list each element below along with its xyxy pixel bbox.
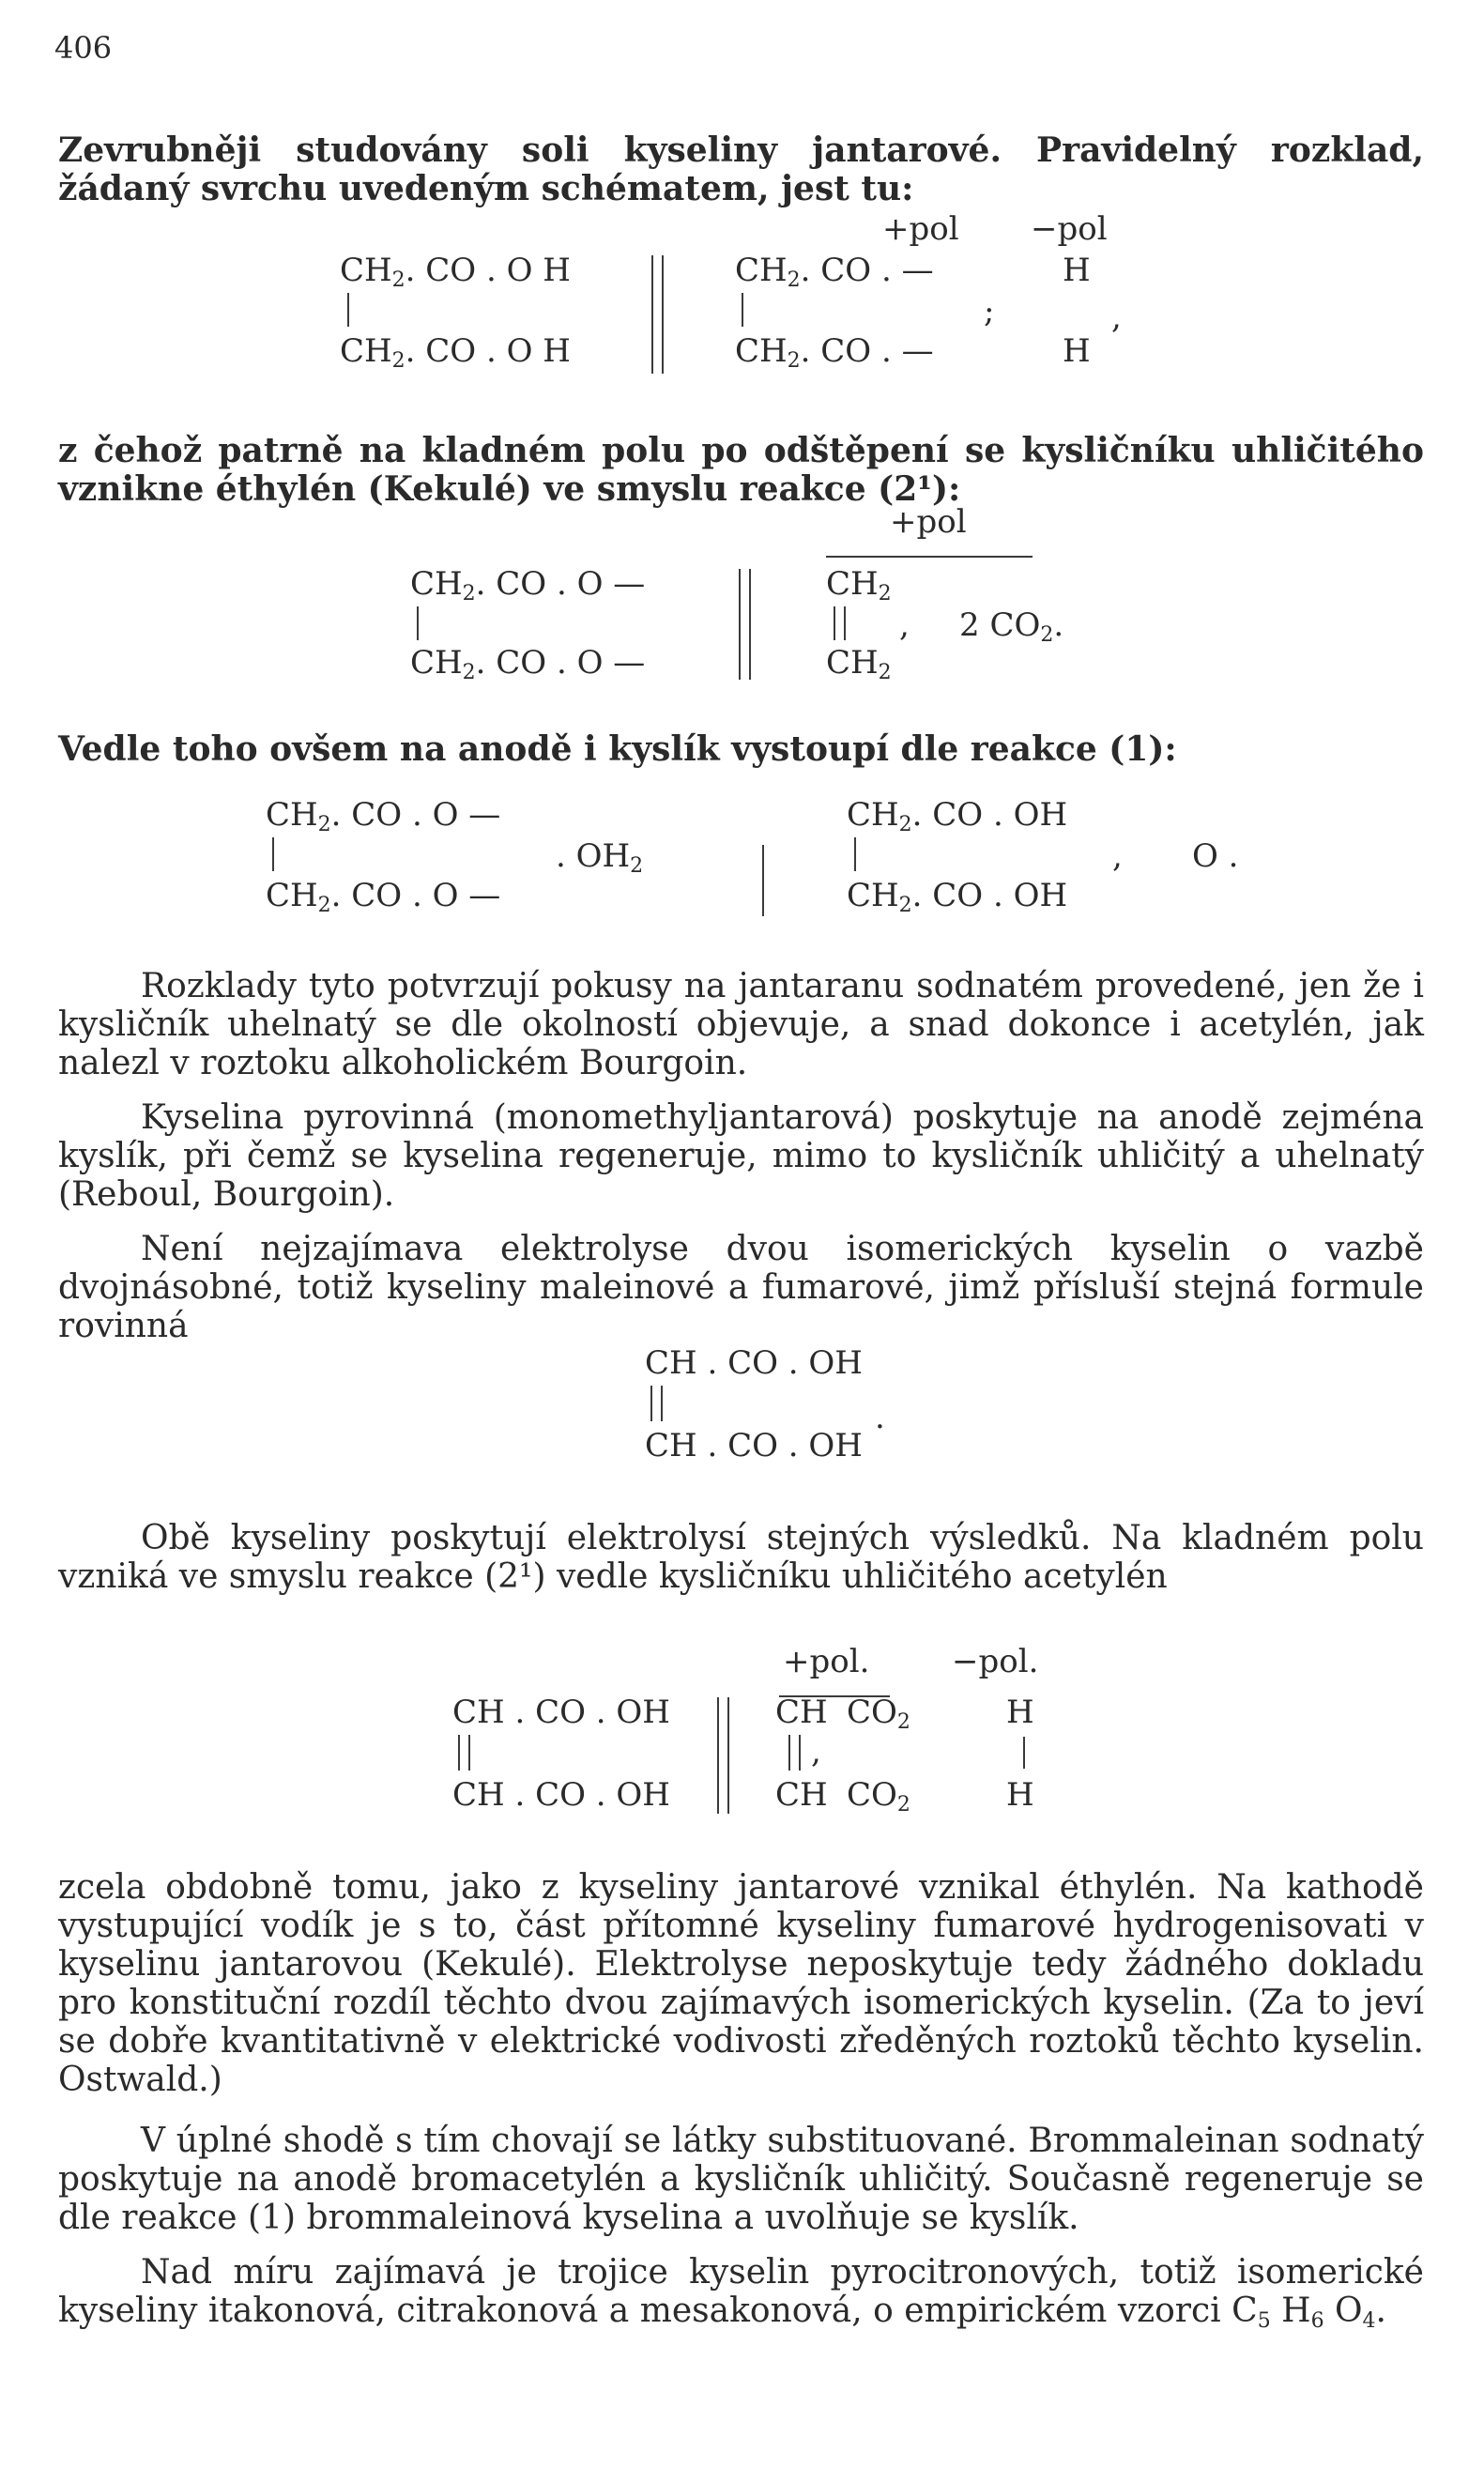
comma: , (1112, 837, 1123, 875)
single-bond-line (1023, 1737, 1025, 1769)
formula-line: CH (775, 1776, 828, 1814)
hydrogen-label: H (1063, 252, 1091, 289)
carbon-dioxide-formula: $CO_2$ (847, 1694, 910, 1734)
double-bond-line (458, 1735, 470, 1771)
comma: , (1111, 299, 1122, 336)
single-bond-line (854, 837, 856, 871)
formula-line: CH (775, 1694, 828, 1731)
hydrogen-label: H (1006, 1694, 1034, 1731)
positive-pole-label: +pol (890, 503, 967, 541)
formula-line: $CH_2$. CO . — (735, 332, 934, 373)
formula-line: $CH_2$. CO . O — (266, 796, 501, 836)
hydrogen-label: H (1006, 1776, 1034, 1814)
positive-pole-label: +pol (882, 210, 959, 248)
paragraph-ethylene: z čehož patrně na kladném polu po odštěpení se kysličníku uhličitého vznikne éthylén (Kekulé) ve smyslu reakce (2¹): (58, 431, 1424, 509)
separator-line (762, 845, 764, 916)
paragraph-isomers: Není nejzajímava elektrolyse dvou isomerických kyselin o vazbě dvojnásobné, totiž kyseliny maleinové a fumarové, jimž přísluší stejná formule rovinná (58, 1230, 1424, 1345)
comma: , (899, 606, 910, 644)
paragraph-oxygen: Vedle toho ovšem na anodě i kyslík vystoupí dle reakce (1): (58, 729, 1177, 769)
formula-line: $CH_2$. CO . O — (410, 644, 646, 684)
paragraph-confirmation: Rozklady tyto potvrzují pokusy na jantaranu sodnatém provedené, jen že i kysličník uhelnatý se dle okolností objevuje, a snad dokonce i acetylén, jak nalezl v roztoku alkoholickém Bourgoin. (58, 967, 1424, 1082)
paragraph-pyrocitric: Nad míru zajímavá je trojice kyselin pyrocitronových, totiž isomerické kyseliny itakonová, citrakonová a mesakonová, o empirickém vzorci $C_5$ $H_6$ $O_4$. (58, 2253, 1424, 2333)
page-number: 406 (54, 30, 113, 66)
formula-line: $CH_2$. CO . — (735, 252, 934, 292)
double-bond-line (650, 1386, 663, 1421)
negative-pole-label: −pol. (952, 1643, 1039, 1680)
separator-double-line (717, 1697, 729, 1814)
empirical-formula: $C_5$ $H_6$ $O_4$. (1232, 2292, 1386, 2333)
formula-line: $CH_2$. CO . O H (340, 252, 571, 292)
formula-line: $CH_2$. CO . O — (410, 565, 646, 606)
separator-double-line (739, 569, 751, 680)
double-bond-line (834, 606, 846, 640)
overline-bracket (826, 556, 1033, 558)
single-bond-line (347, 293, 349, 327)
formula-line: $CH_2$ (826, 565, 892, 606)
formula-line: $CH_2$ (826, 644, 892, 684)
formula-line: CH . CO . OH (645, 1344, 863, 1382)
single-bond-line (272, 837, 274, 871)
separator-double-line (651, 255, 664, 374)
triple-bond-line (788, 1735, 801, 1771)
formula-line: $CH_2$. CO . OH (847, 877, 1068, 917)
paragraph-substituted: V úplné shodě s tím chovají se látky substituované. Brommaleinan sodnatý poskytuje na anodě bromacetylén a kysličník uhličitý. Současně regeneruje se dle reakce (1) brommaleinová kyselina a uvolňuje se kyslík. (58, 2122, 1424, 2237)
formula-line: CH . CO . OH (645, 1427, 863, 1464)
negative-pole-label: −pol (1031, 210, 1108, 248)
period: . (875, 1399, 885, 1436)
formula-line: CH . CO . OH (452, 1694, 670, 1731)
oxygen-label: O . (1192, 837, 1239, 875)
carbon-dioxide-formula: $CO_2$ (847, 1776, 910, 1817)
single-bond-line (742, 293, 743, 327)
hydrogen-label: H (1063, 332, 1091, 370)
carbon-dioxide-formula: 2 $CO_2$. (959, 606, 1064, 647)
paragraph-intro: Zevrubněji studovány soli kyseliny jantarové. Pravidelný rozklad, žádaný svrchu uvedeným schématem, jest tu: (58, 130, 1424, 208)
formula-line: CH . CO . OH (452, 1776, 670, 1814)
formula-line: $CH_2$. CO . O — (266, 877, 501, 917)
semicolon: ; (984, 293, 995, 330)
formula-line: $CH_2$. CO . OH (847, 796, 1068, 836)
paragraph-analogy: zcela obdobně tomu, jako z kyseliny jantarové vznikal éthylén. Na kathodě vystupující vodík je s to, část přítomné kyseliny fumarové hydrogenisovati v kyselinu jantarovou (Kekulé). Elektrolyse neposkytuje tedy žádného dokladu pro konstituční rozdíl těchto dvou zajímavých isomerických kyselin. (Za to jeví se dobře kvantitativně v elektrické vodivosti zředěných roztoků těchto kyselin. Ostwald.) (58, 1868, 1424, 2099)
comma: , (811, 1733, 821, 1771)
water-formula: . $OH_2$ (556, 837, 644, 878)
positive-pole-label: +pol. (783, 1643, 870, 1680)
single-bond-line (417, 606, 419, 640)
formula-line: $CH_2$. CO . O H (340, 332, 571, 373)
paragraph-acetylene: Obě kyseliny poskytují elektrolysí stejných výsledků. Na kladném polu vzniká ve smyslu reakce (2¹) vedle kysličníku uhličitého acetylén (58, 1519, 1424, 1596)
paragraph-pyrotartaric: Kyselina pyrovinná (monomethyljantarová) poskytuje na anodě zejména kyslík, při čemž se kyselina regeneruje, mimo to kysličník uhličitý a uhelnatý (Reboul, Bourgoin). (58, 1098, 1424, 1214)
